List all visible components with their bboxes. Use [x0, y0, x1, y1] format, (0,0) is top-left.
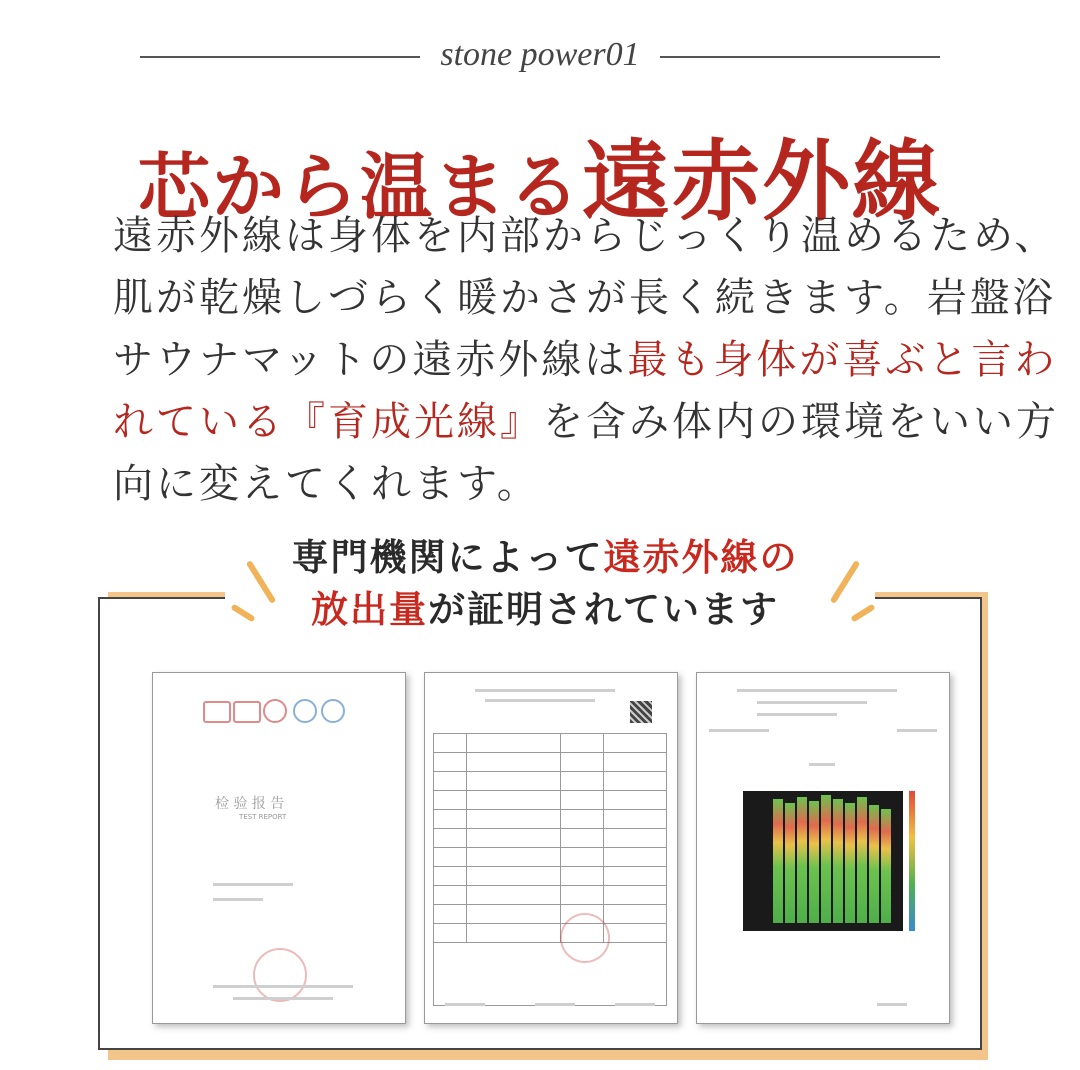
signature-line: [445, 1003, 485, 1006]
report-title-cn: 检 验 报 告: [215, 796, 285, 812]
body-line-5: 向に変えてくれます。: [113, 461, 540, 507]
cover-footer-line: [213, 985, 353, 988]
report-table: [433, 733, 667, 1006]
certification-logo-4: [293, 699, 317, 723]
certification-logo-5: [321, 699, 345, 723]
thermal-header-line: [757, 701, 867, 704]
thermal-header-line: [709, 729, 769, 732]
body-line-4: [113, 391, 1059, 453]
table-header-line: [475, 689, 615, 692]
certification-banner: [225, 532, 865, 636]
banner-line-2-plain: が証明されています: [428, 588, 779, 631]
thermal-band: [845, 803, 855, 923]
thermal-band: [797, 797, 807, 923]
thermal-band: [881, 809, 891, 923]
thermal-image-report: [696, 672, 950, 1024]
thermal-band: [785, 803, 795, 923]
thermal-band: [833, 799, 843, 923]
official-seal: [253, 948, 307, 1002]
headline-small: 芯から温まる: [137, 144, 582, 229]
thermal-header-line: [897, 729, 937, 732]
thermal-caption: [809, 763, 835, 766]
section-tag: stone power01: [440, 36, 640, 73]
body-line-1: 遠赤外線は身体を内部からじっくり温めるため、: [113, 213, 1058, 259]
banner-line-1-plain: 専門機関によって: [291, 536, 604, 579]
cover-line: [213, 883, 293, 886]
headline-big: 遠赤外線: [582, 129, 943, 233]
certification-logo-2: [233, 701, 261, 723]
thermal-band: [869, 805, 879, 923]
thermal-color-scale: [909, 791, 915, 931]
banner-line-1-highlight: 遠赤外線の: [603, 536, 799, 579]
signature-line: [535, 1003, 575, 1006]
thermal-band: [809, 801, 819, 923]
body-line-3: [113, 329, 1058, 391]
thermal-header-line: [757, 713, 837, 716]
body-line-3-plain: サウナマットの遠赤外線は: [113, 337, 628, 383]
certification-logo-3: [263, 699, 287, 723]
thermal-band: [821, 795, 831, 923]
banner-line-1: [225, 532, 865, 584]
official-seal: [560, 913, 610, 963]
test-report-cover: [152, 672, 406, 1024]
qr-code-icon: [630, 701, 652, 723]
table-header-line: [485, 699, 595, 702]
thermal-band: [773, 799, 783, 923]
body-text: [113, 205, 1059, 515]
signature-line: [877, 1003, 907, 1006]
certification-logo-1: [203, 701, 231, 723]
banner-line-2-highlight: 放出量: [311, 588, 428, 631]
report-title-en: TEST REPORT: [239, 813, 287, 821]
thermal-header-line: [737, 689, 897, 692]
banner-line-2: [225, 584, 865, 636]
body-line-4-plain: を含み体内の環境をいい方: [543, 399, 1059, 445]
cover-footer-line: [233, 997, 333, 1000]
body-line-2: 肌が乾燥しづらく暖かさが長く続きます。岩盤浴: [113, 275, 1056, 321]
test-report-table: [424, 672, 678, 1024]
cover-line: [213, 898, 263, 901]
thermal-image: [743, 791, 903, 931]
signature-line: [615, 1003, 655, 1006]
body-line-4-highlight: れている『育成光線』: [113, 399, 543, 445]
thermal-band: [857, 797, 867, 923]
body-line-3-highlight: 最も身体が喜ぶと言わ: [627, 337, 1058, 383]
